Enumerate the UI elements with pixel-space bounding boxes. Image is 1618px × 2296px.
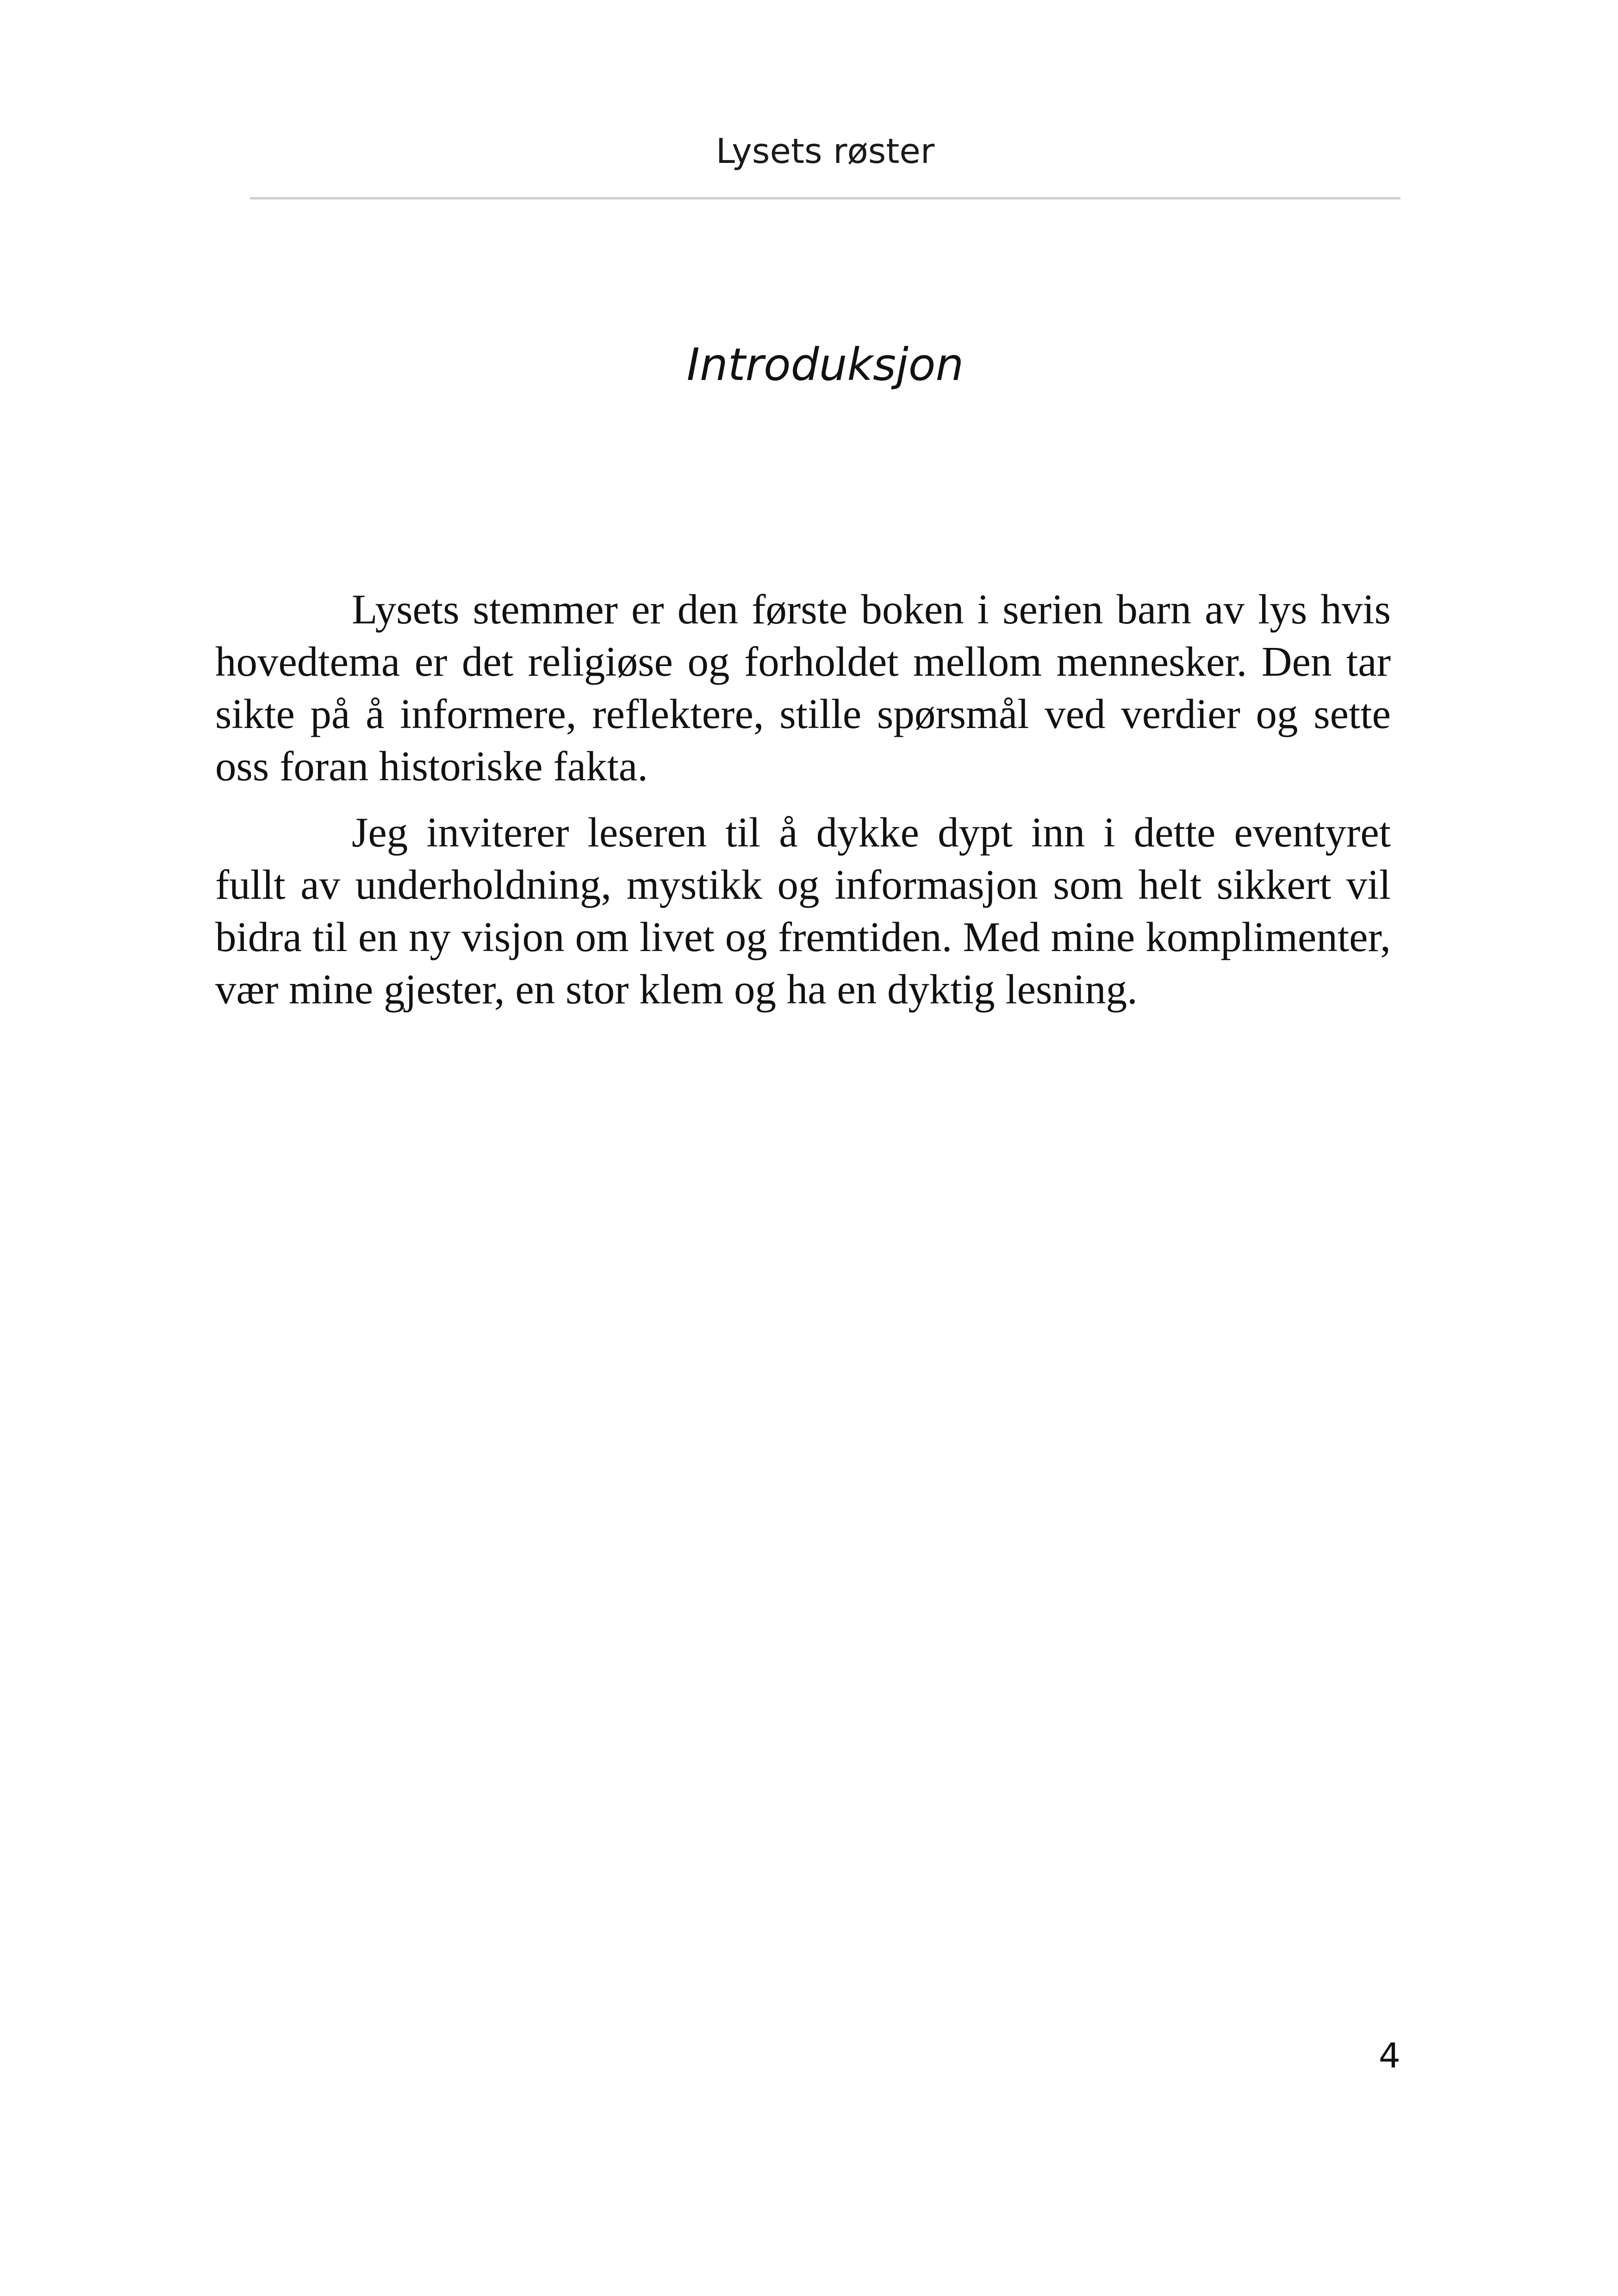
chapter-title: Introduksjon xyxy=(686,339,964,391)
body-text xyxy=(215,583,1391,1029)
running-header-title: Lysets røster xyxy=(716,131,935,171)
paragraph: Lysets stemmer er den første boken i serien barn av lys hvis hovedtema er det religiøse og forholdet mellom mennesker. Den tar sikte på å informere, reflektere, stille spørsmål ved verdier og sette oss foran historiske fakta. xyxy=(215,586,1391,790)
page-number: 4 xyxy=(1378,2036,1400,2076)
paragraph: Jeg inviterer leseren til å dykke dypt inn i dette eventyret fullt av underholdning, mystikk og informasjon som helt sikkert vil bidra til en ny visjon om livet og fremtiden. Med mine komplimenter, vær mine gjester, en stor klem og ha en dyktig lesning. xyxy=(215,809,1391,1013)
header-divider xyxy=(250,197,1400,199)
